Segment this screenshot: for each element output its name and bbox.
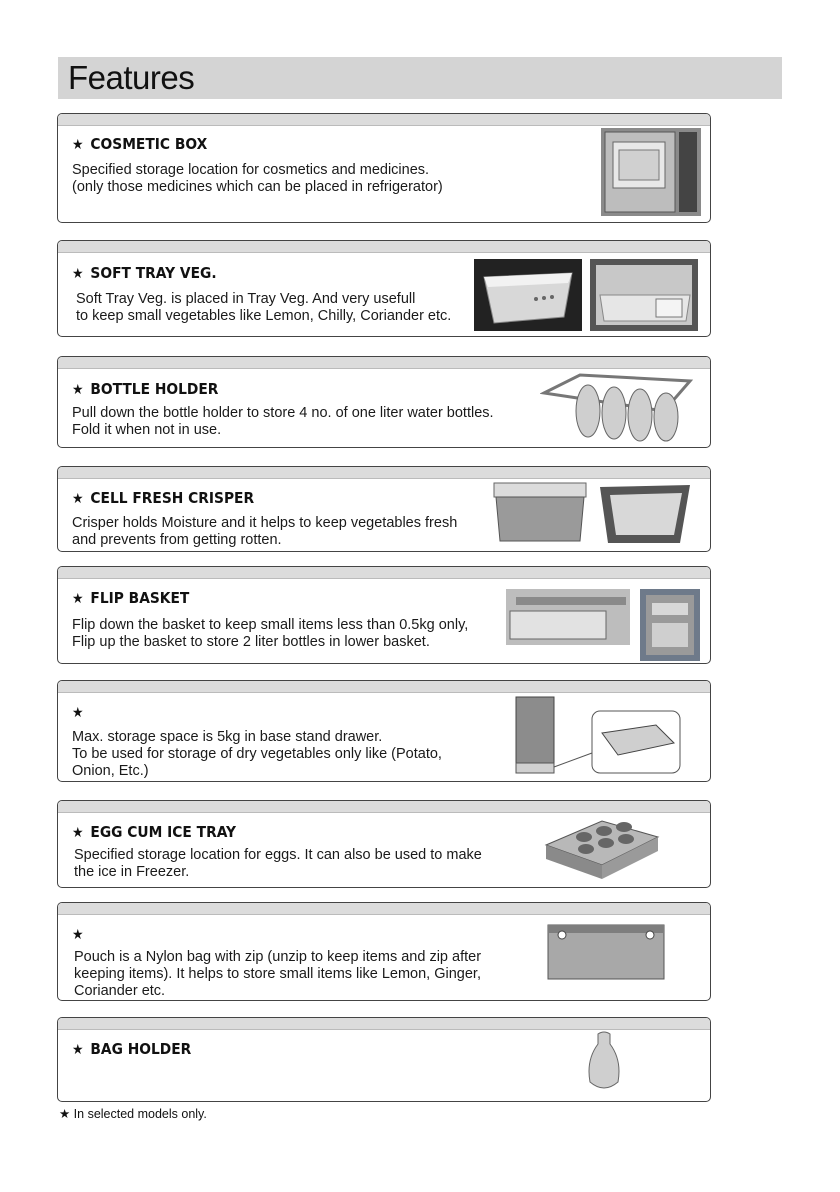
crisper-image — [490, 479, 590, 547]
feature-title — [72, 925, 90, 943]
feature-description: Specified storage location for eggs. It can also be used to make the ice in Freezer. — [74, 847, 482, 880]
feature-description: Flip down the basket to keep small items less than 0.5kg only, Flip up the basket to store 2 liter bottles in lower basket. — [72, 617, 469, 650]
box-header-strip — [58, 241, 710, 253]
flip-basket-image — [506, 589, 630, 645]
box-header-strip — [58, 903, 710, 915]
feature-title: ★ SOFT TRAY VEG. — [72, 264, 217, 282]
bottle-holder-image — [540, 371, 700, 443]
page-title: Features — [68, 59, 195, 96]
feature-description: Specified storage location for cosmetics and medicines. (only those medicines which can be placed in refrigerator) — [72, 162, 443, 195]
box-header-strip — [58, 467, 710, 479]
feature-title: ★ BAG HOLDER — [72, 1040, 192, 1058]
feature-description: Soft Tray Veg. is placed in Tray Veg. And very usefull to keep small vegetables like Lemon, Chilly, Coriander etc. — [76, 291, 452, 324]
footnote: ★ In selected models only. — [59, 1107, 207, 1121]
flip-basket-door-image — [640, 589, 700, 661]
feature-description: Max. storage space is 5kg in base stand drawer. To be used for storage of dry vegetables only like (Potato, Onion, Etc.) — [72, 729, 442, 779]
feature-cosmetic-box — [57, 113, 711, 223]
star-icon: ★ — [72, 266, 84, 282]
feature-title: ★ BOTTLE HOLDER — [72, 380, 219, 398]
feature-description: Pouch is a Nylon bag with zip (unzip to keep items and zip after keeping items). It helps to store small items like Lemon, Ginger, Coriander etc. — [74, 949, 482, 999]
box-header-strip — [58, 567, 710, 579]
bag-holder-image — [584, 1030, 624, 1096]
feature-description: Crisper holds Moisture and it helps to keep vegetables fresh and prevents from getting rotten. — [72, 515, 458, 548]
cosmetic-box-image — [601, 128, 701, 216]
box-header-strip — [58, 681, 710, 693]
box-header-strip — [58, 801, 710, 813]
feature-flip-basket — [57, 566, 711, 664]
feature-bag-holder — [57, 1017, 711, 1102]
star-icon: ★ — [72, 705, 84, 721]
crisper-cover-image — [594, 481, 696, 547]
box-header-strip — [58, 357, 710, 369]
feature-base-stand-drawer — [57, 680, 711, 782]
soft-tray-image — [474, 259, 582, 331]
egg-tray-image — [542, 815, 662, 885]
feature-title: ★ EGG CUM ICE TRAY — [72, 823, 237, 841]
star-icon: ★ — [72, 1042, 84, 1058]
feature-title: ★ CELL FRESH CRISPER — [72, 489, 255, 507]
feature-soft-tray-veg — [57, 240, 711, 337]
feature-bottle-holder — [57, 356, 711, 448]
star-icon: ★ — [72, 137, 84, 153]
pouch-image — [546, 923, 666, 981]
feature-title — [72, 703, 90, 721]
star-icon: ★ — [72, 591, 84, 607]
features-header — [58, 57, 782, 99]
box-header-strip — [58, 114, 710, 126]
feature-cell-fresh-crisper — [57, 466, 711, 552]
feature-description: Pull down the bottle holder to store 4 no. of one liter water bottles. Fold it when not in use. — [72, 405, 494, 438]
soft-tray-in-fridge-image — [590, 259, 698, 331]
star-icon: ★ — [72, 382, 84, 398]
star-icon: ★ — [72, 825, 84, 841]
feature-pouch — [57, 902, 711, 1001]
star-icon: ★ — [72, 491, 84, 507]
box-header-strip — [58, 1018, 710, 1030]
feature-egg-cum-ice-tray — [57, 800, 711, 888]
feature-title: ★ FLIP BASKET — [72, 589, 190, 607]
star-icon: ★ — [72, 927, 84, 943]
base-drawer-image — [506, 693, 686, 777]
feature-title: ★ COSMETIC BOX — [72, 135, 208, 153]
